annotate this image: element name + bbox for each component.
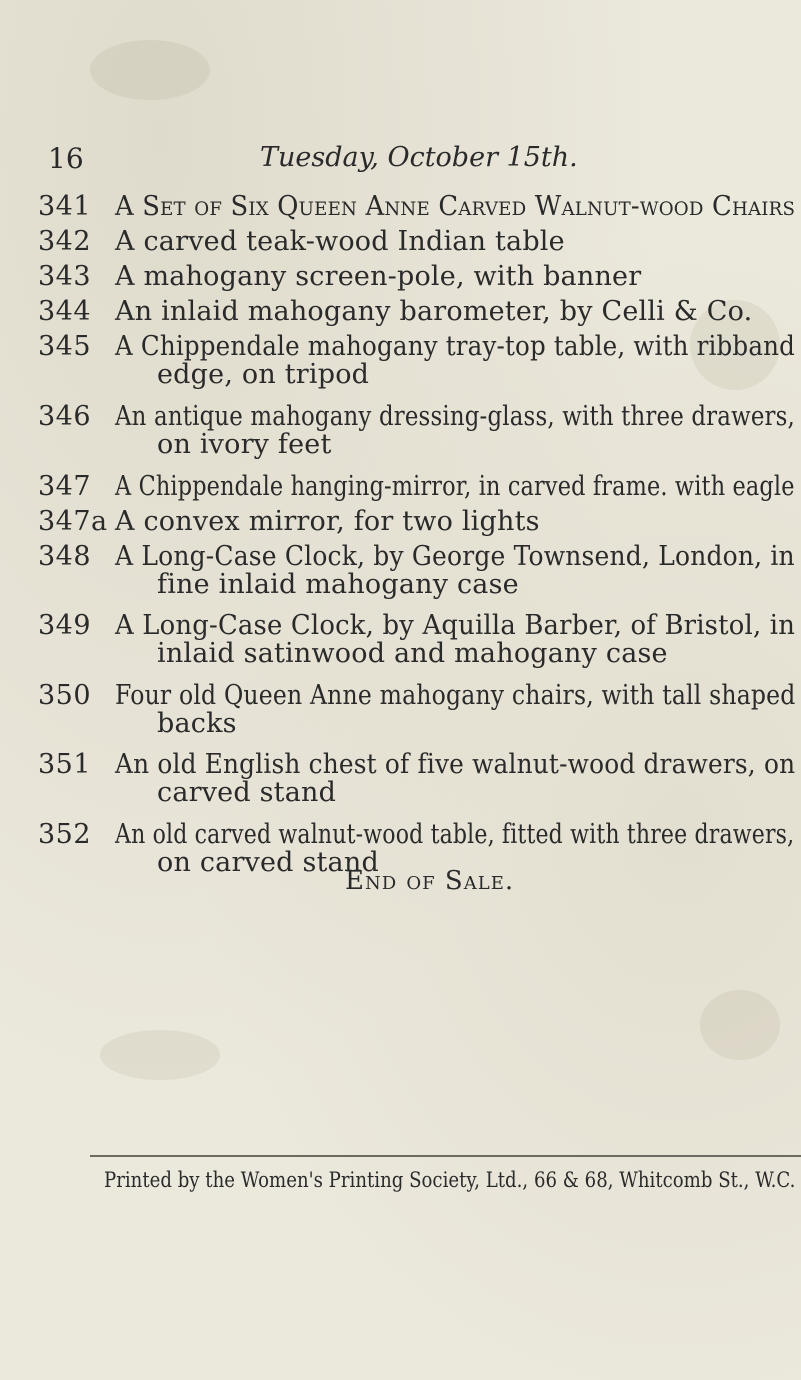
lot-description: An inlaid mahogany barometer, by Celli & Co.: [115, 296, 753, 327]
lot-description: A Long-Case Clock, by Aquilla Barber, of Bristol, in: [115, 610, 796, 641]
paper-stain: [90, 40, 210, 100]
lot-number: 342: [38, 226, 92, 257]
lot-description-continued: edge, on tripod: [157, 359, 370, 390]
lot-description: A convex mirror, for two lights: [115, 506, 540, 537]
date-heading: Tuesday, October 15th.: [260, 142, 578, 173]
lot-description-continued: carved stand: [157, 777, 337, 808]
lot-number: 352: [38, 819, 92, 850]
lot-number: 347: [38, 471, 92, 502]
lot-number: 343: [38, 261, 92, 292]
lot-description: A Chippendale hanging-mirror, in carved frame. with eagle: [115, 471, 795, 502]
printer-footer: Printed by the Women's Printing Society, Ltd., 66 & 68, Whitcomb St., W.C.: [104, 1168, 796, 1192]
lot-number: 344: [38, 296, 92, 327]
lot-description: A carved teak-wood Indian table: [115, 226, 565, 257]
lot-number: 348: [38, 541, 92, 572]
lot-description: A Long-Case Clock, by George Townsend, London, in: [115, 541, 795, 572]
lot-description: Four old Queen Anne mahogany chairs, with tall shaped: [115, 680, 796, 711]
page-number: 16: [48, 142, 84, 175]
end-of-sale: End of Sale.: [345, 866, 515, 896]
lot-number: 341: [38, 191, 92, 222]
paper-stain: [100, 1030, 220, 1080]
lot-number: 346: [38, 401, 92, 432]
lot-description-continued: fine inlaid mahogany case: [157, 569, 519, 600]
lot-description: A Chippendale mahogany tray-top table, with ribband: [115, 331, 796, 362]
footer-rule: [90, 1155, 801, 1157]
lot-number: 347a: [38, 506, 108, 537]
lot-description-continued: on carved stand: [157, 847, 379, 878]
lot-description: An antique mahogany dressing-glass, with three drawers,: [115, 401, 795, 432]
lot-description: An old carved walnut-wood table, fitted with three drawers,: [115, 819, 795, 850]
lot-number: 349: [38, 610, 92, 641]
lot-description: A mahogany screen-pole, with banner: [115, 261, 642, 292]
lot-number: 345: [38, 331, 92, 362]
lot-description-continued: inlaid satinwood and mahogany case: [157, 638, 668, 669]
paper-stain: [700, 990, 780, 1060]
lot-number: 350: [38, 680, 92, 711]
lot-description: A Set of Six Queen Anne Carved Walnut-wood Chairs: [115, 191, 796, 222]
lot-number: 351: [38, 749, 92, 780]
lot-description: An old English chest of five walnut-wood drawers, on: [115, 749, 796, 780]
lot-description-continued: backs: [157, 708, 237, 739]
lot-description-continued: on ivory feet: [157, 429, 332, 460]
